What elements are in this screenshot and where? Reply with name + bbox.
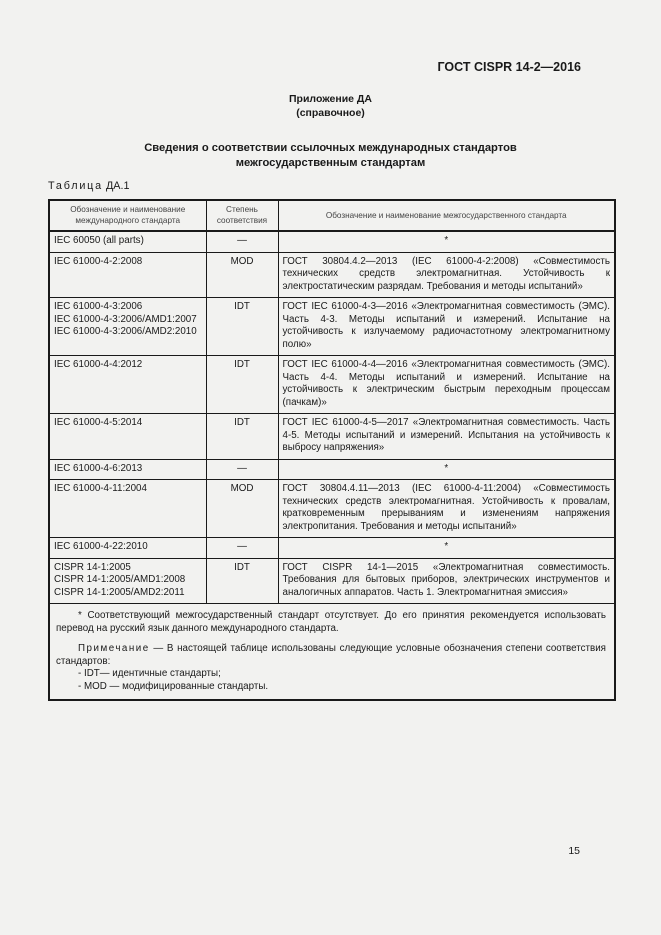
cell-international-standard: IEC 61000-4-4:2012: [49, 356, 206, 414]
document-code: ГОСТ CISPR 14-2—2016: [437, 60, 581, 74]
table-caption-id: ДА.1: [105, 180, 130, 192]
cell-international-standard: IEC 61000-4-11:2004: [49, 480, 206, 538]
table-footnote: [49, 604, 615, 701]
cell-degree: IDT: [206, 298, 278, 356]
cell-degree: —: [206, 459, 278, 480]
cell-interstate-standard: *: [278, 459, 615, 480]
cell-interstate-standard: *: [278, 538, 615, 559]
table-caption-word: Таблица: [48, 180, 103, 192]
cell-international-standard: IEC 61000-4-6:2013: [49, 459, 206, 480]
header-degree: Степень соответствия: [206, 200, 278, 231]
correspondence-table: [48, 199, 616, 701]
cell-interstate-standard: ГОСТ IEC 61000-4-4—2016 «Электромагнитная совместимость (ЭМС). Часть 4-4. Методы испытаний и измерений. Испытание на устойчивость к электрическим быстрым переходным процессам (пачкам)»: [278, 356, 615, 414]
table-row: [49, 459, 615, 480]
cell-degree: —: [206, 538, 278, 559]
cell-degree: MOD: [206, 480, 278, 538]
table-caption: [48, 180, 129, 192]
cell-degree: MOD: [206, 252, 278, 298]
cell-interstate-standard: ГОСТ CISPR 14-1—2015 «Электромагнитная совместимость. Требования для бытовых приборов, электрических инструментов и аналогичных аппаратов. Часть 1. Электромагнитная эмиссия»: [278, 558, 615, 604]
footnote-text: * Соответствующий межгосударственный стандарт отсутствует. До его принятия рекомендуется использовать перевод на русский язык данного международного стандарта.: [56, 610, 606, 634]
cell-international-standard: CISPR 14-1:2005 CISPR 14-1:2005/AMD1:2008 CISPR 14-1:2005/AMD2:2011: [49, 558, 206, 604]
table-row: [49, 414, 615, 460]
note-text: — В настоящей таблице использованы следующие условные обозначения степени соответствия стандартов:: [56, 643, 606, 667]
table-header-row: [49, 200, 615, 231]
note-item: - IDT— идентичные стандарты;: [78, 668, 221, 679]
section-heading: [0, 141, 661, 170]
table-row: [49, 356, 615, 414]
header-international-standard: Обозначение и наименование международного стандарта: [49, 200, 206, 231]
note-item: - MOD — модифицированные стандарты.: [78, 680, 269, 692]
cell-interstate-standard: ГОСТ 30804.4.2—2013 (IEC 61000-4-2:2008) «Совместимость технических средств электромагнитная. Устойчивость к электростатическим разрядам. Требования и методы испытаний»: [278, 252, 615, 298]
table-row: [49, 558, 615, 604]
cell-interstate-standard: *: [278, 231, 615, 252]
note-paragraph: [56, 643, 606, 668]
cell-international-standard: IEC 61000-4-22:2010: [49, 538, 206, 559]
page-number: 15: [568, 845, 580, 857]
cell-degree: —: [206, 231, 278, 252]
annex-title-block: [0, 92, 661, 120]
cell-degree: IDT: [206, 356, 278, 414]
cell-interstate-standard: ГОСТ 30804.4.11—2013 (IEC 61000-4-11:2004) «Совместимость технических средств электромагнитная. Устойчивость к провалам, кратковременным прерываниям и изменениям напряжения электропитания. Требования и методы испытаний»: [278, 480, 615, 538]
table-row: [49, 231, 615, 252]
section-heading-line2: межгосударственным стандартам: [235, 156, 426, 169]
table-footnote-row: [49, 604, 615, 701]
section-heading-line1: Сведения о соответствии ссылочных международных стандартов: [144, 142, 517, 154]
table-row: [49, 298, 615, 356]
cell-interstate-standard: ГОСТ IEC 61000-4-3—2016 «Электромагнитная совместимость (ЭМС). Часть 4-3. Методы испытаний и измерений. Испытание на устойчивость к излучаемому радиочастотному электромагнитному полю»: [278, 298, 615, 356]
cell-degree: IDT: [206, 558, 278, 604]
table-row: [49, 538, 615, 559]
cell-international-standard: IEC 60050 (all parts): [49, 231, 206, 252]
header-interstate-standard: Обозначение и наименование межгосударственного стандарта: [278, 200, 615, 231]
cell-international-standard: IEC 61000-4-2:2008: [49, 252, 206, 298]
cell-international-standard: IEC 61000-4-3:2006 IEC 61000-4-3:2006/AMD1:2007 IEC 61000-4-3:2006/AMD2:2010: [49, 298, 206, 356]
annex-title: Приложение ДА: [289, 93, 372, 105]
cell-interstate-standard: ГОСТ IEC 61000-4-5—2017 «Электромагнитная совместимость. Часть 4-5. Методы испытаний и измерений. Испытания на устойчивость к выбросу напряжения»: [278, 414, 615, 460]
cell-degree: IDT: [206, 414, 278, 460]
table-row: [49, 480, 615, 538]
cell-international-standard: IEC 61000-4-5:2014: [49, 414, 206, 460]
table-row: [49, 252, 615, 298]
note-label: Примечание: [78, 643, 150, 654]
annex-subtitle: (справочное): [296, 107, 365, 119]
